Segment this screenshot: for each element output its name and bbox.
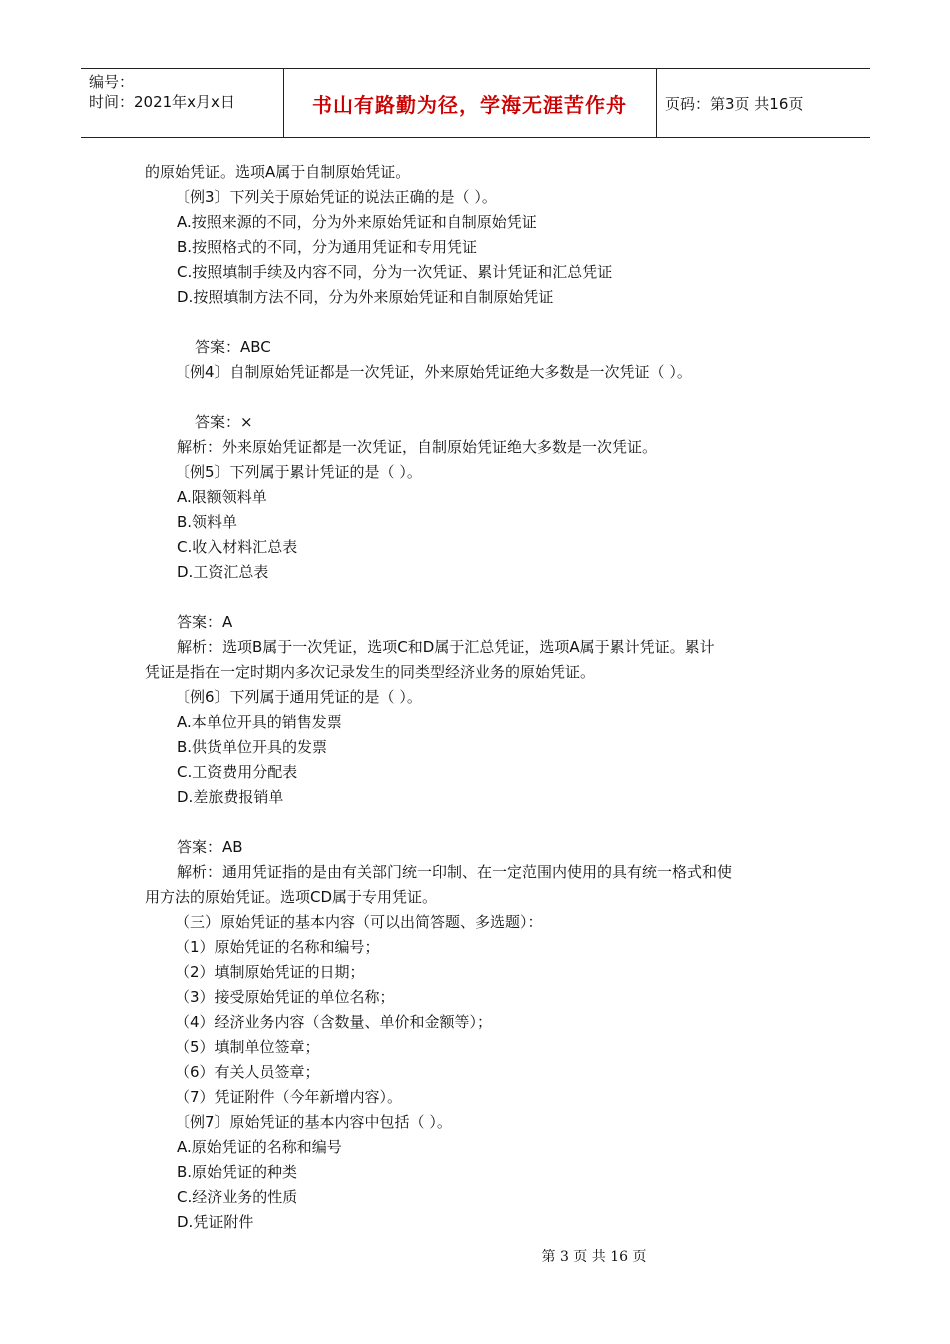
text-line: D.工资汇总表 — [177, 563, 269, 581]
page-footer: 第 3 页 共 16 页 — [541, 1249, 647, 1265]
text-line: 用方法的原始凭证。选项CD属于专用凭证。 — [145, 888, 438, 906]
text-line: （5）填制单位签章； — [175, 1038, 320, 1056]
text-line: 解析：外来原始凭证都是一次凭证，自制原始凭证绝大多数是一次凭证。 — [177, 438, 658, 456]
text-line: B.领料单 — [177, 513, 238, 531]
text-line: C.收入材料汇总表 — [177, 538, 298, 556]
text-line: 〔例6〕下列属于通用凭证的是（ ）。 — [175, 688, 422, 706]
text-line: 答案：AB — [177, 838, 243, 856]
text-line: A.按照来源的不同，分为外来原始凭证和自制原始凭证 — [177, 213, 537, 231]
text-line: B.原始凭证的种类 — [177, 1163, 298, 1181]
text-line: C.经济业务的性质 — [177, 1188, 298, 1206]
text-line: 答案：ABC — [195, 338, 271, 356]
document-date: 时间：2021年x月x日 — [89, 93, 235, 111]
text-line: （1）原始凭证的名称和编号； — [175, 938, 380, 956]
text-line: （2）填制原始凭证的日期； — [175, 963, 365, 981]
text-line: 解析：通用凭证指的是由有关部门统一印制、在一定范围内使用的具有统一格式和使 — [177, 863, 733, 881]
text-line: C.工资费用分配表 — [177, 763, 298, 781]
text-line: 解析：选项B属于一次凭证，选项C和D属于汇总凭证，选项A属于累计凭证。累计 — [177, 638, 715, 656]
blank-line — [145, 810, 810, 835]
text-line: （7）凭证附件（今年新增内容）。 — [175, 1088, 403, 1106]
text-line: （4）经济业务内容（含数量、单价和金额等）； — [175, 1013, 493, 1031]
text-line: 的原始凭证。选项A属于自制原始凭证。 — [145, 163, 411, 181]
text-line: D.按照填制方法不同，分为外来原始凭证和自制原始凭证 — [177, 288, 554, 306]
document-number-label: 编号： — [89, 73, 135, 91]
blank-line — [145, 585, 810, 610]
document-body — [145, 160, 810, 1235]
text-line: D.差旅费报销单 — [177, 788, 284, 806]
text-line: 凭证是指在一定时期内多次记录发生的同类型经济业务的原始凭证。 — [145, 663, 596, 681]
text-line: 答案：× — [195, 413, 253, 431]
text-line: （3）接受原始凭证的单位名称； — [175, 988, 395, 1006]
header-motto: 书山有路勤为径，学海无涯苦作舟 — [312, 92, 627, 117]
text-line: （6）有关人员签章； — [175, 1063, 320, 1081]
header-page-info: 页码：第3页 共16页 — [665, 94, 804, 113]
text-line: 答案：A — [177, 613, 233, 631]
page-header — [81, 68, 870, 138]
text-line: A.原始凭证的名称和编号 — [177, 1138, 342, 1156]
text-line: 〔例3〕下列关于原始凭证的说法正确的是（ ）。 — [175, 188, 497, 206]
text-line: 〔例5〕下列属于累计凭证的是（ ）。 — [175, 463, 422, 481]
header-divider — [656, 69, 657, 137]
header-meta — [89, 72, 235, 112]
blank-line — [145, 385, 810, 410]
text-line: C.按照填制手续及内容不同，分为一次凭证、累计凭证和汇总凭证 — [177, 263, 613, 281]
text-line: B.按照格式的不同，分为通用凭证和专用凭证 — [177, 238, 478, 256]
text-line: D.凭证附件 — [177, 1213, 254, 1231]
text-line: 〔例4〕自制原始凭证都是一次凭证，外来原始凭证绝大多数是一次凭证（ ）。 — [175, 363, 692, 381]
text-line: 〔例7〕原始凭证的基本内容中包括（ ）。 — [175, 1113, 452, 1131]
text-line: A.限额领料单 — [177, 488, 267, 506]
blank-line — [145, 310, 810, 335]
text-line: B.供货单位开具的发票 — [177, 738, 328, 756]
text-line: A.本单位开具的销售发票 — [177, 713, 342, 731]
text-line: （三）原始凭证的基本内容（可以出简答题、多选题）： — [175, 913, 543, 931]
